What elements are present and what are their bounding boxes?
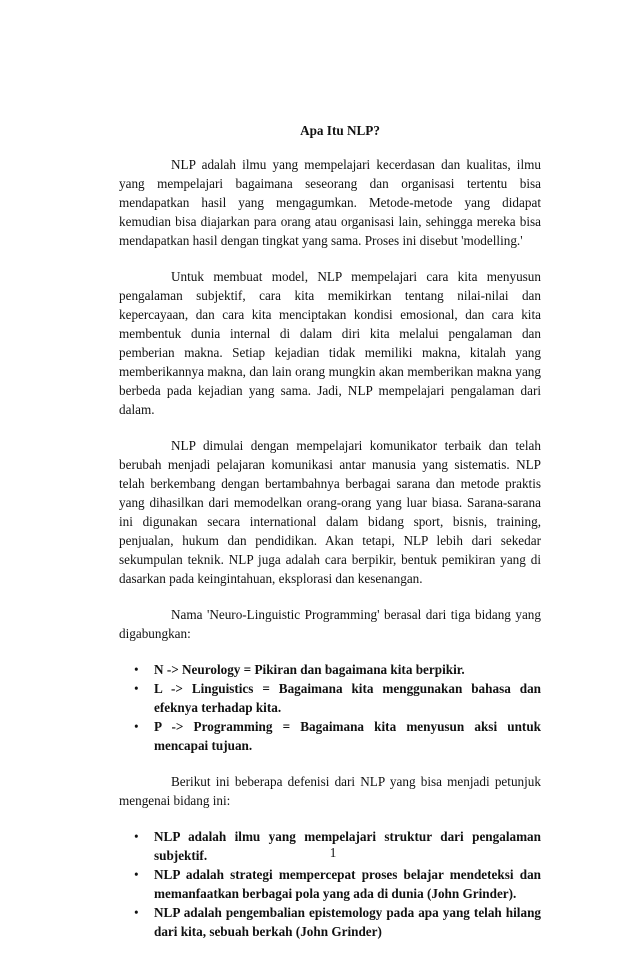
list-item <box>119 865 541 903</box>
bullet-icon: • <box>134 867 139 882</box>
list-item-text: P -> Programming = Bagaimana kita menyusun aksi untuk mencapai tujuan. <box>154 719 541 753</box>
bullet-icon: • <box>134 681 139 696</box>
paragraph-intro: NLP adalah ilmu yang mempelajari kecerdasan dan kualitas, ilmu yang mempelajari bagaimana seseorang dan organisasi tertentu bisa mendapatkan hasil yang mengagumkan. Metode-metode yang didapat kemudian bisa diajarkan para orang atau organisasi lain, sehingga mereka bisa mendapatkan hasil dengan tingkat yang sama. Proses ini disebut 'modelling.' <box>119 157 541 248</box>
page-content <box>119 121 541 958</box>
paragraph-definitions-intro: Berikut ini beberapa defenisi dari NLP yang bisa menjadi petunjuk mengenai bidang ini: <box>119 774 541 808</box>
paragraph-name-origin: Nama 'Neuro-Linguistic Programming' berasal dari tiga bidang yang digabungkan: <box>119 607 541 641</box>
bullet-icon: • <box>134 662 139 677</box>
list-item-text: NLP adalah ilmu yang mempelajari struktur dari pengalaman subjektif. <box>154 829 541 863</box>
page-number: 1 <box>329 845 337 860</box>
list-item <box>119 660 541 679</box>
list-item-text: NLP adalah strategi mempercepat proses belajar mendeteksi dan memanfaatkan berbagai pola yang ada di dunia (John Grinder). <box>154 867 541 901</box>
paragraph-history: NLP dimulai dengan mempelajari komunikator terbaik dan telah berubah menjadi pelajaran komunikasi antar manusia yang sistematis. NLP telah berkembang dengan bertambahnya berbagai sarana dan metode praktis yang dihasilkan dari memodelkan orang-orang yang luar biasa. Sarana-sarana ini digunakan secara international dalam bidang sport, bisnis, training, penjualan, hukum dan pendidikan. Akan tetapi, NLP lebih dari sekedar sekumpulan teknik. NLP juga adalah cara berpikir, bentuk pemikiran yang di dasarkan pada keingintahuan, eksplorasi dan kesenangan. <box>119 438 541 586</box>
bullet-icon: • <box>134 905 139 920</box>
bullet-icon: • <box>134 829 139 844</box>
bullet-icon: • <box>134 719 139 734</box>
paragraph-model: Untuk membuat model, NLP mempelajari cara kita menyusun pengalaman subjektif, cara kita memikirkan tentang nilai-nilai dan kepercayaan, dan cara kita menciptakan kondisi emosional, dan cara kita membentuk dunia internal di dalam diri kita melalui pengalaman dan pemberian makna. Setiap kejadian tidak memiliki makna, kitalah yang memberikannya makna, dan lain orang mungkin akan memberikan makna yang berbeda pada kejadian yang sama. Jadi, NLP mempelajari pengalaman dari dalam. <box>119 269 541 417</box>
list-item-text: NLP adalah pengembalian epistemology pada apa yang telah hilang dari kita, sebuah berkah (John Grinder) <box>154 905 541 939</box>
document-title: Apa Itu NLP? <box>300 123 380 138</box>
fields-list <box>119 660 541 755</box>
list-item <box>119 903 541 941</box>
list-item-text: N -> Neurology = Pikiran dan bagaimana kita berpikir. <box>154 662 465 677</box>
list-item-text: L -> Linguistics = Bagaimana kita menggunakan bahasa dan efeknya terhadap kita. <box>154 681 541 715</box>
list-item <box>119 717 541 755</box>
list-item <box>119 679 541 717</box>
